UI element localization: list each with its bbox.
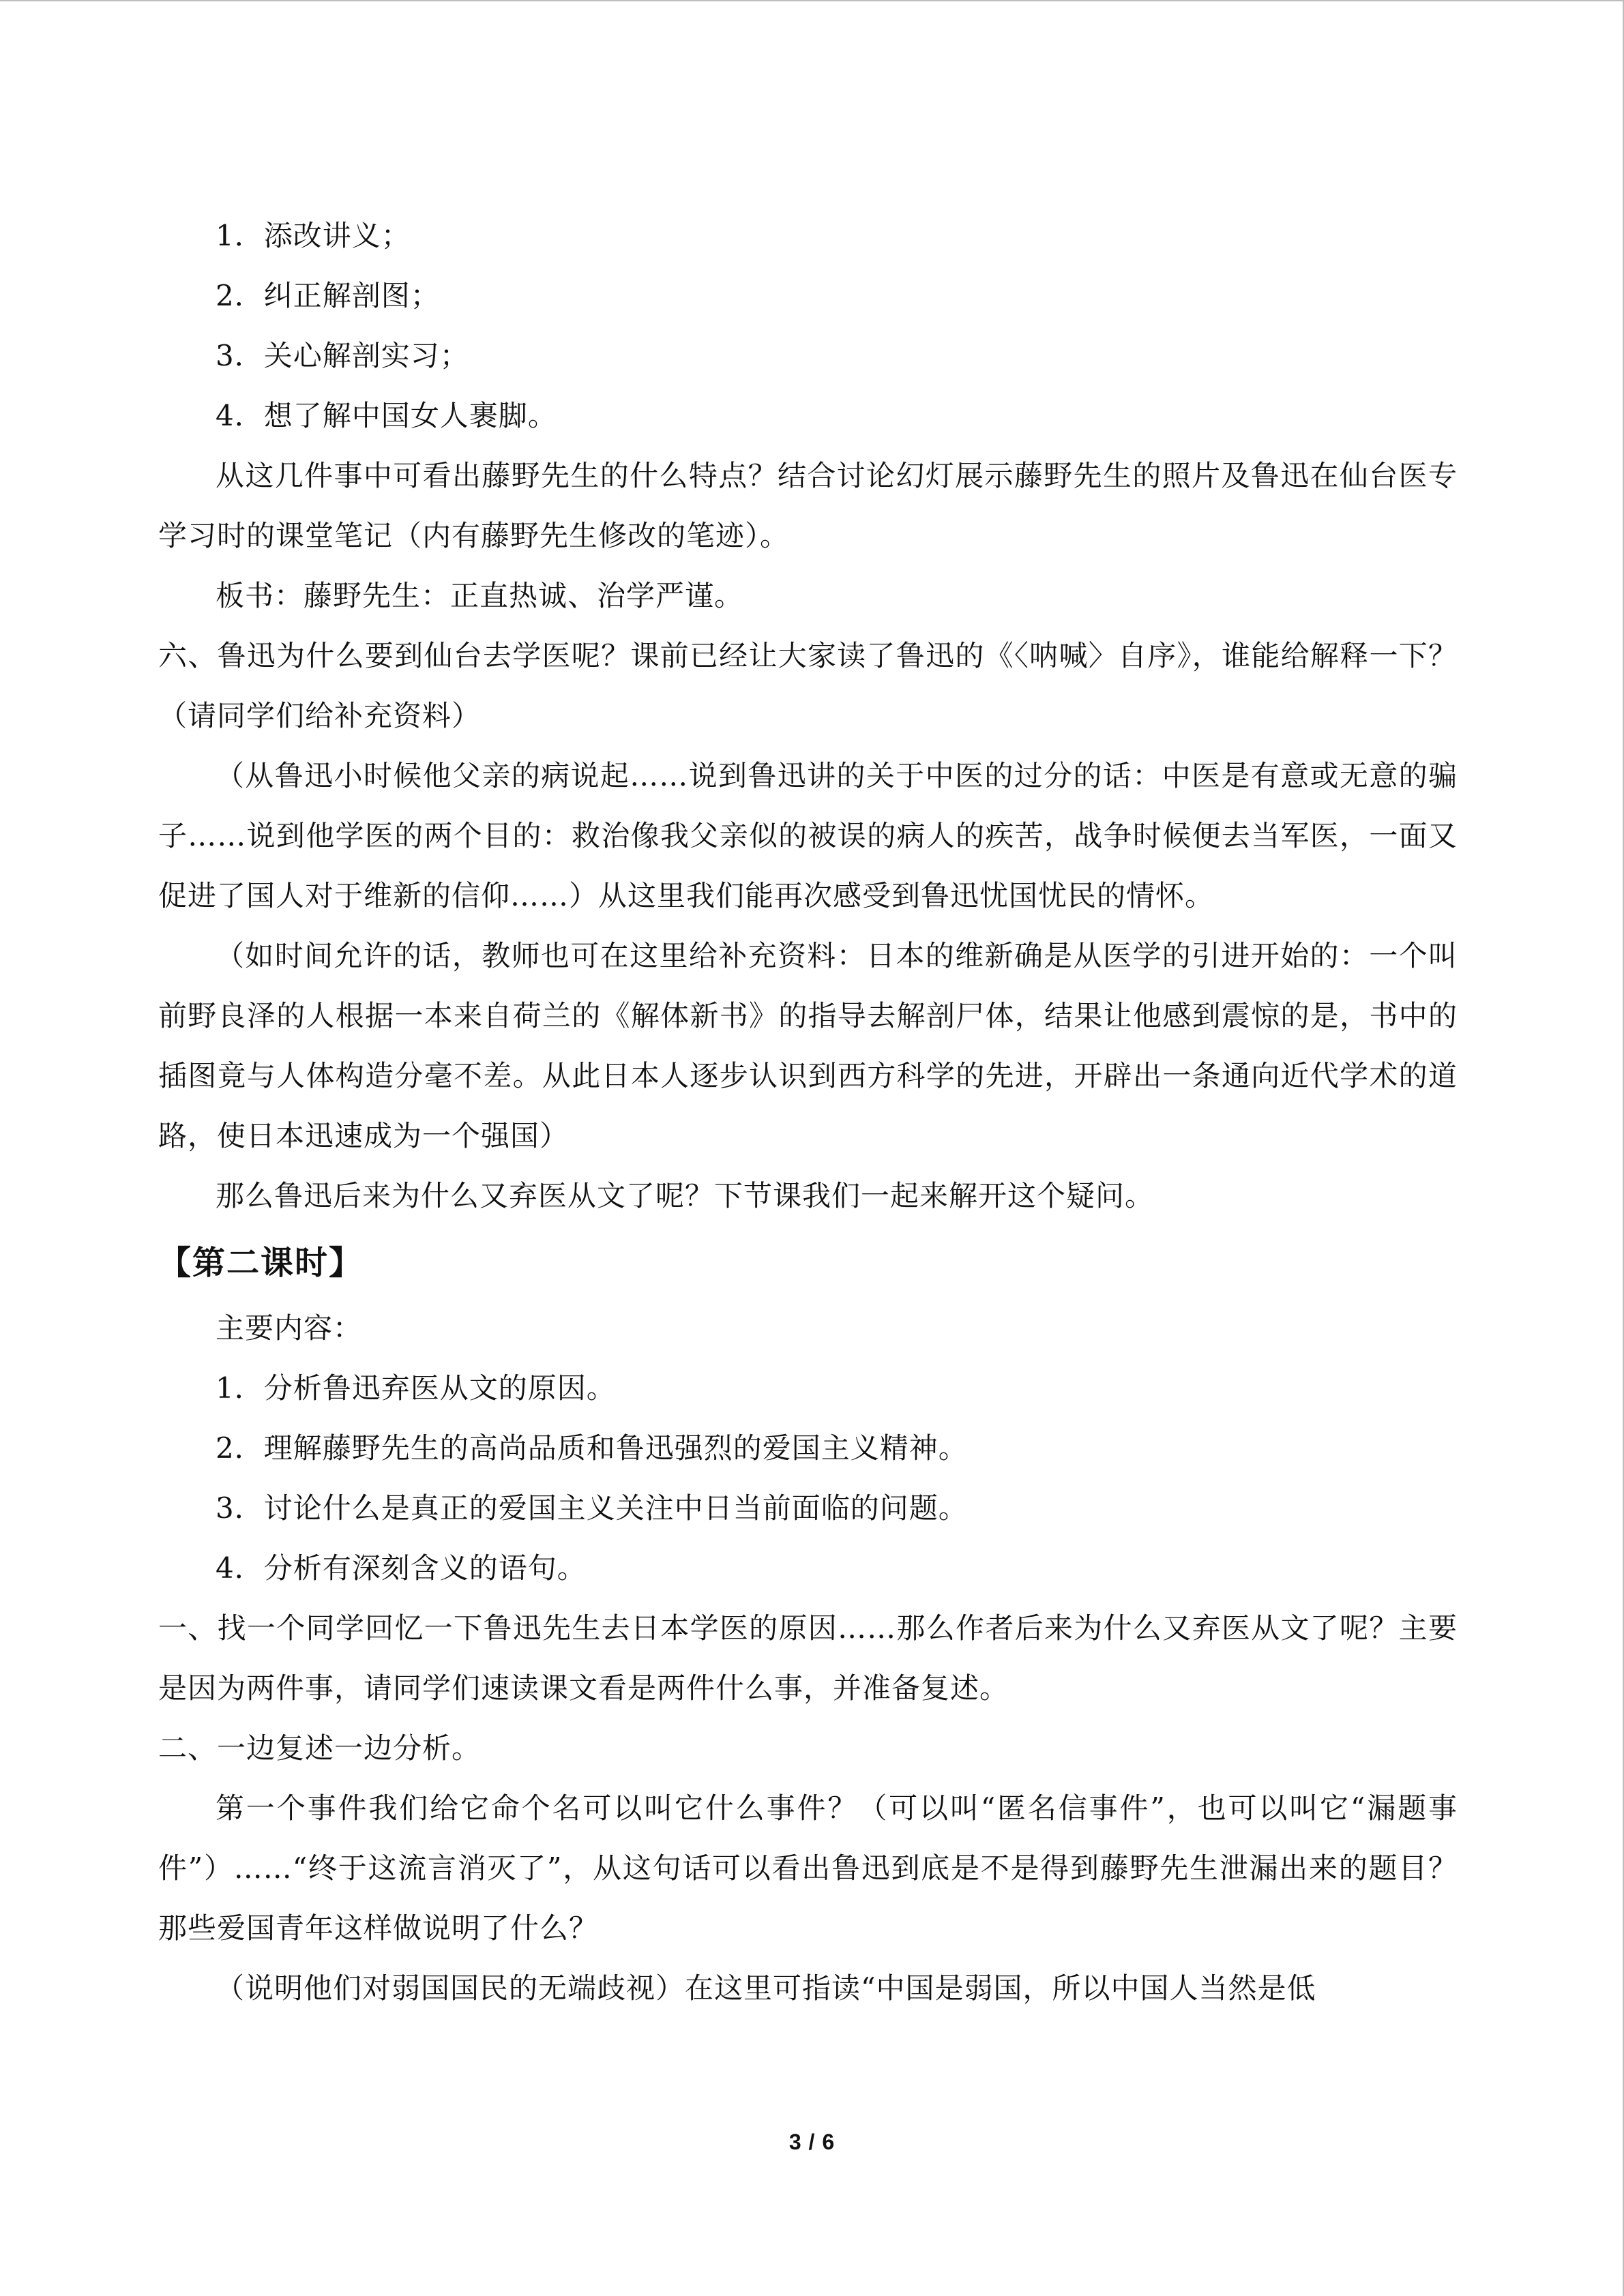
paragraph-next-lesson: 那么鲁迅后来为什么又弃医从文了呢？下节课我们一起来解开这个疑问。 xyxy=(216,1179,1155,1212)
section-heading-second-lesson: 【第二课时】 xyxy=(158,1244,364,1282)
list-item-1: 1．添改讲义； xyxy=(216,219,411,252)
paragraph-teng-ye-traits: 从这几件事中可看出藤野先生的什么特点？结合讨论幻灯展示藤野先生的照片及鲁迅在仙台医专学习时的课堂笔记（内有藤野先生修改的笔迹）。 xyxy=(158,459,1458,552)
objective-item-2: 2．理解藤野先生的高尚品质和鲁迅强烈的爱国主义精神。 xyxy=(216,1431,968,1465)
objective-item-1: 1．分析鲁迅弃医从文的原因。 xyxy=(216,1371,616,1405)
objective-item-4: 4．分析有深刻含义的语句。 xyxy=(216,1551,587,1585)
main-content-label: 主要内容： xyxy=(216,1311,363,1345)
section-one-question: 一、找一个同学回忆一下鲁迅先生去日本学医的原因……那么作者后来为什么又弃医从文了呢？主要是因为两件事，请同学们速读课文看是两件什么事，并准备复述。 xyxy=(158,1611,1458,1705)
page-number: 3 / 6 xyxy=(788,2130,836,2154)
document-body xyxy=(158,206,1458,2018)
section-six-question: 六、鲁迅为什么要到仙台去学医呢？课前已经让大家读了鲁迅的《〈呐喊〉自序》，谁能给解释一下？（请同学们给补充资料） xyxy=(158,639,1458,732)
paragraph-father-illness: （从鲁迅小时候他父亲的病说起……说到鲁迅讲的关于中医的过分的话：中医是有意或无意的骗子……说到他学医的两个目的：救治像我父亲似的被误的病人的疾苦，战争时候便去当军医，一面又促进了国人对于维新的信仰……）从这里我们能再次感受到鲁迅忧国忧民的情怀。 xyxy=(158,759,1458,912)
paragraph-supplementary-material: （如时间允许的话，教师也可在这里给补充资料：日本的维新确是从医学的引进开始的：一个叫前野良泽的人根据一本来自荷兰的《解体新书》的指导去解剖尸体，结果让他感到震惊的是，书中的插图竟与人体构造分毫不差。从此日本人逐步认识到西方科学的先进，开辟出一条通向近代学术的道路，使日本迅速成为一个强国） xyxy=(158,939,1458,1152)
list-item-2: 2．纠正解剖图； xyxy=(216,279,440,312)
section-two-title: 二、一边复述一边分析。 xyxy=(158,1731,482,1765)
objective-item-3: 3．讨论什么是真正的爱国主义关注中日当前面临的问题。 xyxy=(216,1491,968,1525)
list-item-3: 3．关心解剖实习； xyxy=(216,339,469,372)
paragraph-board-note: 板书：藤野先生：正直热诚、治学严谨。 xyxy=(216,579,744,612)
list-item-4: 4．想了解中国女人裹脚。 xyxy=(216,399,557,432)
paragraph-first-incident: 第一个事件我们给它命个名可以叫它什么事件？（可以叫“匿名信事件”，也可以叫它“漏题事件”）……“终于这流言消灭了”，从这句话可以看出鲁迅到底是不是得到藤野先生泄漏出来的题目？那些爱国青年这样做说明了什么？ xyxy=(158,1791,1458,1945)
paragraph-explanation: （说明他们对弱国国民的无端歧视）在这里可指读“中国是弱国，所以中国人当然是低 xyxy=(216,1971,1316,2005)
